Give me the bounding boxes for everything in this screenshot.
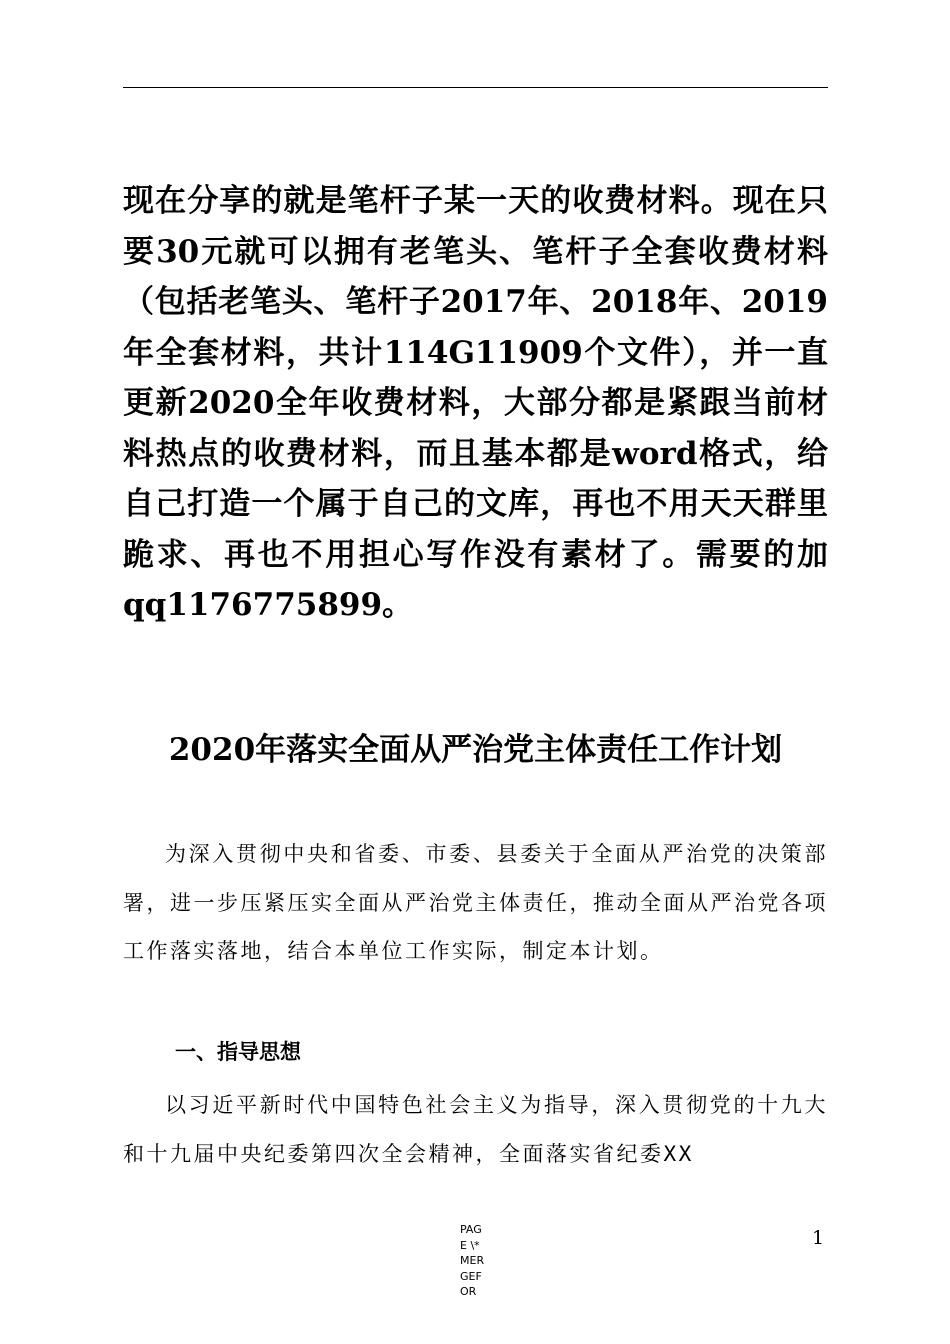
promo-paragraph: 现在分享的就是笔杆子某一天的收费材料。现在只要30元就可以拥有老笔头、笔杆子全套收费材料（包括老笔头、笔杆子2017年、2018年、2019年全套材料，共计114G11909个文件），并一直更新2020全年收费材料，大部分都是紧跟当前材料热点的收费材料，而且基本都是word格式，给自己打造一个属于自己的文库，再也不用天天群里跪求、再也不用担心写作没有素材了。需要的加qq1176775899。 [123, 183, 828, 623]
intro-paragraph: 为深入贯彻中央和省委、市委、县委关于全面从严治党的决策部署，进一步压紧压实全面从严治党主体责任，推动全面从严治党各项工作落实落地，结合本单位工作实际，制定本计划。 [123, 842, 828, 963]
guiding-ideology-paragraph: 以习近平新时代中国特色社会主义为指导，深入贯彻党的十九大和十九届中央纪委第四次全会精神，全面落实省纪委XX [123, 1093, 828, 1166]
header-rule [123, 87, 828, 88]
page-number: 1 [812, 1227, 825, 1249]
section-heading-guiding-ideology: 一、指导思想 [175, 1040, 301, 1064]
page-field-code: PAGE \* MERGEFOR [460, 1223, 485, 1298]
document-title: 2020年落实全面从严治党主体责任工作计划 [168, 732, 783, 768]
